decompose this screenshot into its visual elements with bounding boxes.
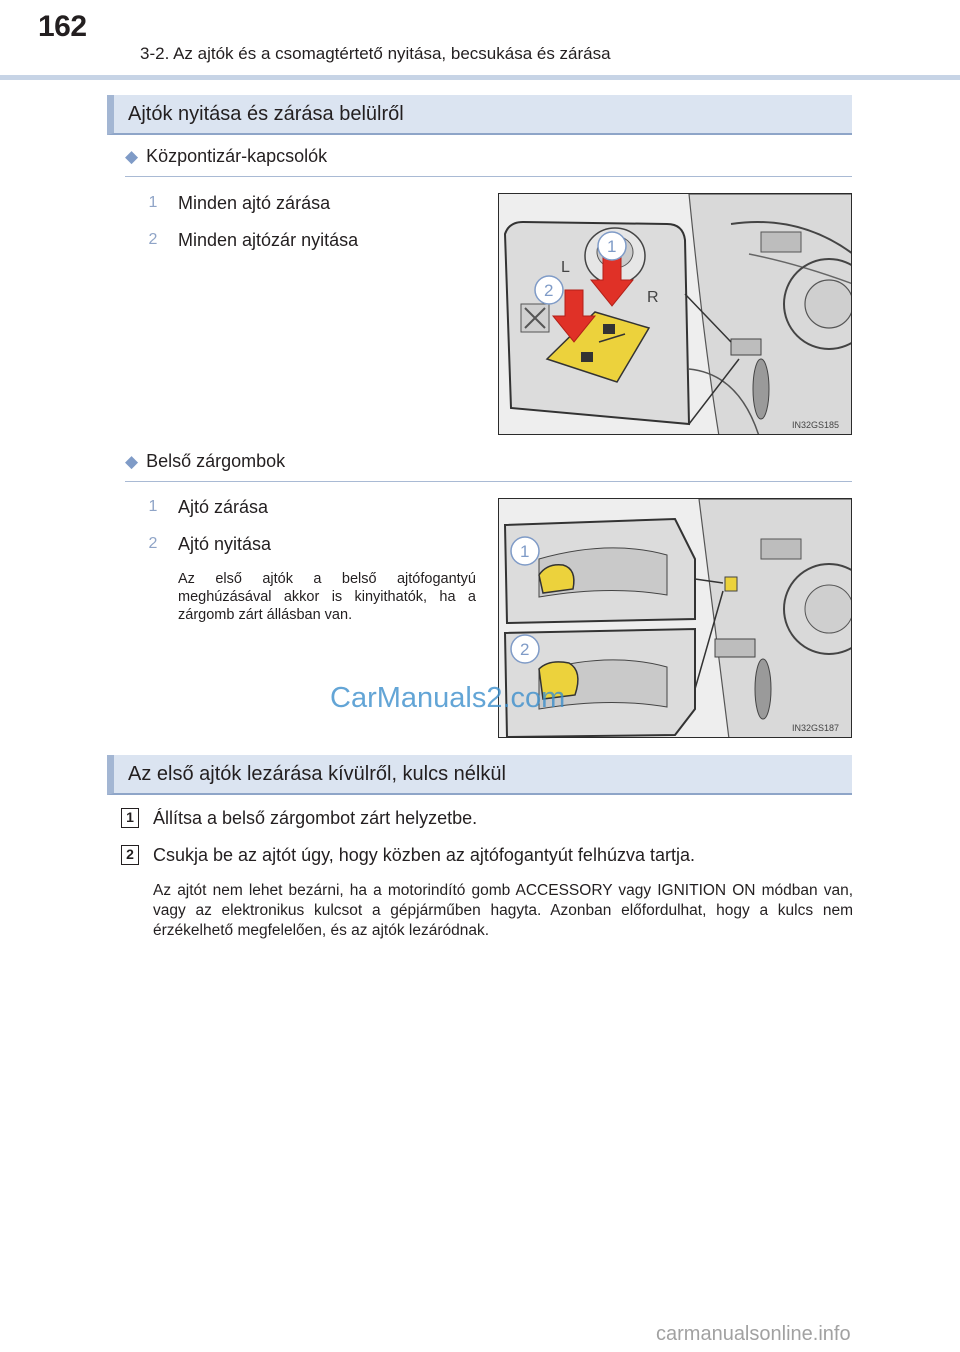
subheader-title: Belső zárgombok bbox=[146, 451, 286, 471]
subheader-rule bbox=[125, 481, 852, 482]
chapter-title: 3-2. Az ajtók és a csomagtértető nyitása, becsukása és zárása bbox=[140, 44, 611, 63]
callout-1: 1 bbox=[520, 542, 530, 561]
step-number: 2 bbox=[121, 845, 139, 865]
item-number: 2 bbox=[148, 535, 158, 552]
footer-watermark: carmanualsonline.info bbox=[656, 1323, 851, 1345]
watermark: CarManuals2.com bbox=[330, 682, 566, 714]
page-number: 162 bbox=[38, 10, 87, 43]
item-text: Ajtó zárása bbox=[178, 497, 269, 517]
callout-2: 2 bbox=[544, 281, 554, 300]
subheader-rule bbox=[125, 176, 852, 177]
subheader-door-lock-buttons bbox=[125, 451, 285, 472]
step-text: Állítsa a belső zárgombot zárt helyzetbe. bbox=[153, 808, 478, 828]
note-text: Az első ajtók a belső ajtófogantyú meghúzásával akkor is kinyithatók, ha a zárgomb zárt állásban van. bbox=[178, 571, 476, 623]
step-number: 1 bbox=[121, 808, 139, 828]
section-title: Az első ajtók lezárása kívülről, kulcs nélkül bbox=[128, 763, 506, 785]
subheader-central-lock bbox=[125, 146, 327, 167]
item-text: Minden ajtó zárása bbox=[178, 193, 331, 213]
central-lock-switch-drawing bbox=[499, 194, 852, 435]
lock-button-locked bbox=[539, 565, 574, 593]
callout-1: 1 bbox=[607, 237, 617, 256]
header-rule bbox=[0, 75, 960, 80]
diamond-icon: ◆ bbox=[125, 147, 139, 166]
item-number: 1 bbox=[148, 194, 158, 211]
central-lock-switch-illustration bbox=[498, 193, 852, 435]
callout-2: 2 bbox=[520, 640, 530, 659]
section-header-outside bbox=[107, 755, 852, 795]
item-text: Minden ajtózár nyitása bbox=[178, 230, 359, 250]
step-text: Csukja be az ajtót úgy, hogy közben az ajtófogantyút felhúzva tartja. bbox=[153, 845, 695, 865]
item-number: 1 bbox=[148, 498, 158, 515]
left-mirror-label: L bbox=[561, 259, 570, 276]
step-note: Az ajtót nem lehet bezárni, ha a motorindító gomb ACCESSORY vagy IGNITION ON módban van, vagy az elektronikus kulcsot a gépjárműben hagyta. Azonban előfordulhat, hogy a kulcs nem érzékelhető megfelelően, és az ajtók lezáródnak. bbox=[153, 882, 853, 939]
section-header-inside bbox=[107, 95, 852, 135]
figure-code: IN32GS187 bbox=[792, 723, 840, 733]
subheader-title: Központizár-kapcsolók bbox=[146, 146, 328, 166]
diamond-icon: ◆ bbox=[125, 452, 139, 471]
section-title: Ajtók nyitása és zárása belülről bbox=[128, 103, 404, 125]
figure-code: IN32GS185 bbox=[792, 420, 840, 430]
item-number: 2 bbox=[148, 231, 158, 248]
item-text: Ajtó nyitása bbox=[178, 534, 272, 554]
right-mirror-label: R bbox=[647, 289, 659, 306]
